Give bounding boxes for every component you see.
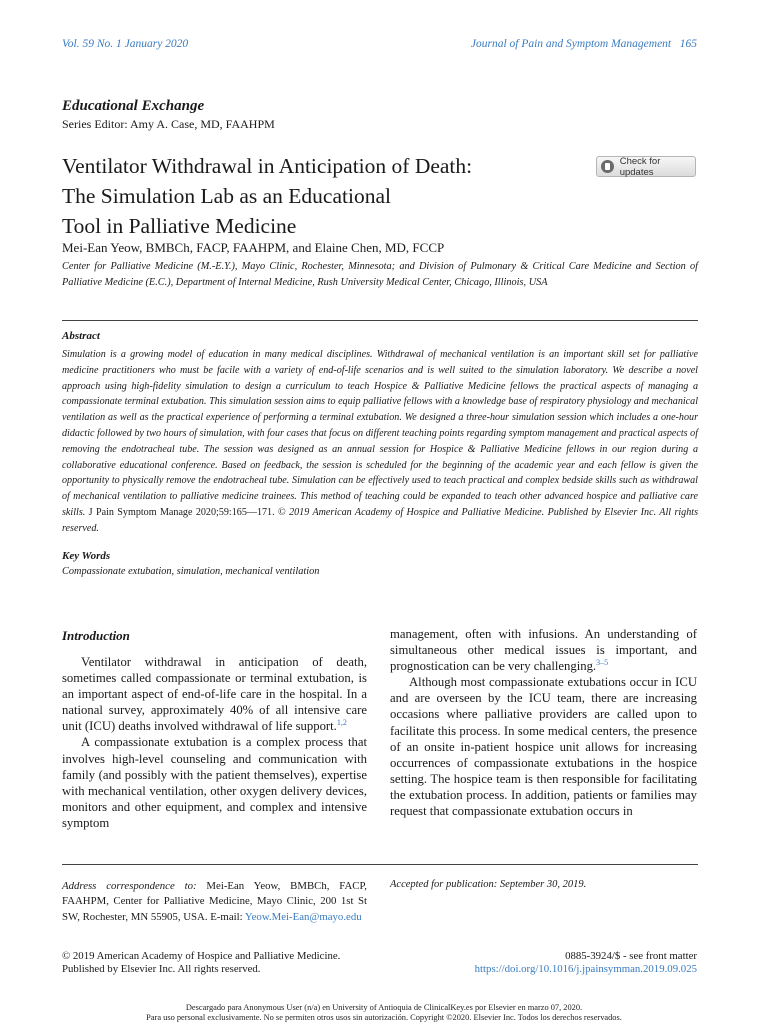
paragraph	[62, 734, 367, 831]
copyright-line: © 2019 American Academy of Hospice and Palliative Medicine.	[62, 950, 341, 962]
section-title: Educational Exchange	[62, 98, 205, 114]
download-note-line: Para uso personal exclusivamente. No se permiten otros usos sin autorización. Copyright ©2020. Elsevier Inc. Todos los derechos reservados.	[146, 1012, 622, 1022]
article-title-line: The Simulation Lab as an Educational	[62, 184, 391, 208]
keywords-heading: Key Words	[62, 550, 111, 562]
doi-link[interactable]: https://doi.org/10.1016/j.jpainsymman.2019.09.025	[474, 963, 697, 976]
authors: Mei-Ean Yeow, BMBCh, FACP, FAAHPM, and Elaine Chen, MD, FCCP	[62, 240, 445, 255]
article-title-line: Ventilator Withdrawal in Anticipation of Death:	[62, 154, 473, 178]
paragraph	[390, 626, 697, 674]
copyright-line: Published by Elsevier Inc. All rights reserved.	[62, 963, 261, 976]
download-note-line: Descargado para Anonymous User (n/a) en University of Antioquia de ClinicalKey.es por Elsevier en marzo 07, 2020.	[185, 1003, 583, 1012]
right-column	[390, 626, 697, 819]
download-note	[0, 1003, 768, 1023]
introduction-heading: Introduction	[62, 628, 130, 643]
series-editor: Series Editor: Amy A. Case, MD, FAAHPM	[62, 117, 275, 131]
abstract-body	[62, 347, 698, 537]
article-title-line: Tool in Palliative Medicine	[62, 214, 297, 238]
running-head-volume: Vol. 59 No. 1 January 2020	[62, 38, 189, 50]
correspondence-label: Address correspondence to:	[62, 880, 197, 892]
reference-link[interactable]: 1,2	[336, 718, 347, 728]
article-title	[62, 151, 562, 241]
abstract-heading: Abstract	[62, 330, 100, 342]
check-for-updates-label: Check for updates	[619, 155, 661, 178]
keywords-text: Compassionate extubation, simulation, mechanical ventilation	[62, 566, 320, 577]
running-head	[62, 38, 697, 50]
paragraph	[62, 654, 367, 734]
footnote-divider	[62, 864, 698, 865]
paragraph-text: Although most compassionate extubations occur in ICU and are overseen by the ICU team, there are increasing occasions where palliative providers are called upon to facilitate this process. In some medical centers, the presence of an onsite in-patient hospice unit allows for increasing occurrences of compassionate extubations in the hospice setting. The hospice team is then responsible for facilitating the extubation process. In addition, patients or families may request that compassionate extubation occurs in	[390, 675, 697, 819]
abstract-text: Simulation is a growing model of education in many medical disciplines. Withdrawal of mechanical ventilation is an important skill set for palliative medicine practitioners who must be facile with a variety of end-of-life scenarios and is well suited to the simulation laboratory. We describe a novel approach using high-fidelity simulation to design a curriculum to teach Hospice & Palliative Medicine fellows the practical aspects of managing a compassionate terminal extubation. This simulation session aims to equip palliative fellows with a knowledge base of respiratory physiology and mechanical ventilation as well as the practical experience of performing a terminal extubation. We designed a three-hour simulation session which includes a one-hour didactic followed by two hours of simulation, with four cases that focus on different teaching points regarding symptom management and practical aspects of removing the endotracheal tube. The session was designed as an annual session for Hospice & Palliative Medicine fellows in our region during a collaborative educational conference. Based on feedback, the session is scheduled for the beginning of the academic year and each fellow is given the opportunity to physically remove the endotracheal tube. Simulation can be effectively used to teach practical and complex bedside skills such as withdrawal of mechanical ventilation to palliative medicine trainees. This method of teaching could be expanded to teach other advanced hospice and palliative care skills.	[62, 349, 698, 518]
check-for-updates-button[interactable]	[596, 156, 696, 177]
paragraph-text: Ventilator withdrawal in anticipation of death, sometimes called compassionate or terminal extubation, is an important aspect of end-of-life care in the hospital. In a national survey, approximately 40% of all intensive care unit (ICU) deaths involved withdrawal of life support.	[62, 655, 367, 734]
paragraph-text: A compassionate extubation is a complex process that involves high-level counseling and communication with family (and possibly with the patient themselves), expertise with mechanical ventilation, other oxygen delivery devices, monitors and other equipment, and complex and intensive symptom	[62, 735, 367, 830]
paragraph-text: management, often with infusions. An understanding of simultaneous other medical issues is important, and prognostication can be very challenging.	[390, 627, 697, 674]
left-column	[62, 654, 367, 831]
email-link[interactable]: Yeow.Mei-Ean@mayo.edu	[244, 910, 362, 923]
bookmark-icon	[601, 160, 614, 173]
divider	[62, 320, 698, 321]
abstract-citation: J Pain Symptom Manage 2020;59:165—171. ©	[88, 506, 286, 518]
running-head-journal: Journal of Pain and Symptom Management 165	[470, 38, 697, 50]
abstract-copyright: 2019 American Academy of Hospice and Palliative Medicine. Published by Elsevier Inc. All rights reserved.	[62, 506, 699, 534]
issn: 0885-3924/$ - see front matter	[565, 950, 697, 962]
correspondence-text: Mei-Ean Yeow, BMBCh, FACP, FAAHPM, Center for Palliative Medicine, Mayo Clinic, 200 1st St SW, Rochester, MN 55905, USA. E-mail:	[62, 880, 367, 923]
correspondence-note	[62, 879, 367, 925]
paragraph	[390, 674, 697, 819]
publication-identifiers	[420, 950, 697, 977]
affiliations: Center for Palliative Medicine (M.-E.Y.), Mayo Clinic, Rochester, Minnesota; and Division of Pulmonary & Critical Care Medicine and Section of Palliative Medicine (E.C.), Department of Internal Medicine, Rush University Medical Center, Chicago, Illinois, USA	[62, 261, 698, 288]
reference-link[interactable]: 3–5	[596, 658, 609, 668]
accepted-date: Accepted for publication: September 30, 2019.	[390, 879, 587, 890]
copyright-notice	[62, 950, 340, 977]
